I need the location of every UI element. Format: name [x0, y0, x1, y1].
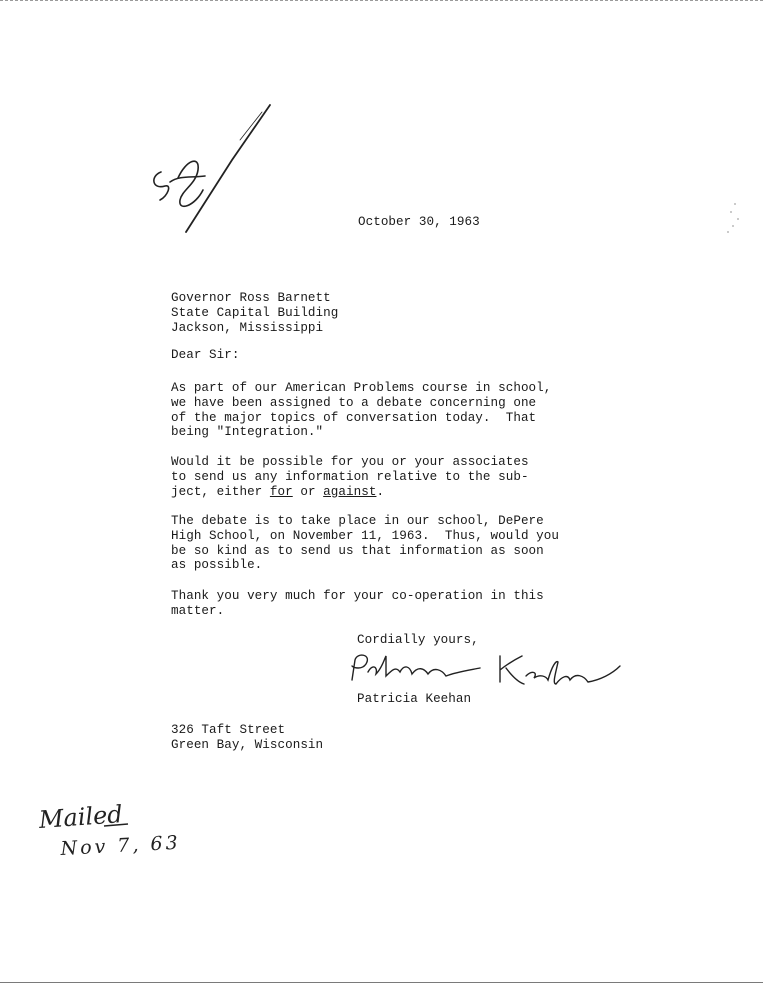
paragraph-2-line: Would it be possible for you or your associates — [171, 455, 529, 469]
recipient-street: State Capital Building — [171, 305, 339, 320]
underlined-for: for — [269, 484, 293, 499]
paragraph-2-line-end: . — [376, 484, 385, 499]
recipient-city: Jackson, Mississippi — [171, 320, 324, 335]
signer-name: Patricia Keehan — [357, 692, 472, 706]
paragraph-1-line: of the major topics of conversation today. That — [171, 410, 537, 425]
closing: Cordially yours, — [357, 633, 479, 647]
paragraph-4-line: matter. — [171, 603, 225, 618]
salutation: Dear Sir: — [171, 348, 240, 362]
paragraph-1-line: being "Integration." — [171, 425, 324, 440]
paragraph-2-line: to send us any information relative to the sub- — [171, 469, 529, 484]
paragraph-2-line-mid: or — [292, 484, 324, 499]
underlined-against: against — [323, 484, 377, 499]
paragraph-4-line: Thank you very much for your co-operation in this — [171, 589, 544, 603]
paragraph-3-line: The debate is to take place in our school, DePere — [171, 514, 544, 528]
handwritten-mailed-date: Nov 7, 63 — [60, 831, 182, 860]
return-city: Green Bay, Wisconsin — [171, 737, 324, 752]
paragraph-1-line: As part of our American Problems course in school, — [171, 381, 552, 395]
letter-date: October 30, 1963 — [358, 215, 480, 229]
return-street: 326 Taft Street — [171, 723, 286, 737]
recipient-name: Governor Ross Barnett — [171, 291, 331, 305]
paragraph-3-line: be so kind as to send us that information as soon — [171, 543, 544, 558]
paragraph-3-line: High School, on November 11, 1963. Thus, would you — [171, 528, 559, 543]
paragraph-2-line-start: ject, either — [171, 484, 270, 499]
paragraph-1-line: we have been assigned to a debate concerning one — [171, 395, 537, 410]
paragraph-3-line: as possible. — [171, 558, 263, 573]
handwritten-mailed-note: Mailed — [38, 800, 124, 834]
